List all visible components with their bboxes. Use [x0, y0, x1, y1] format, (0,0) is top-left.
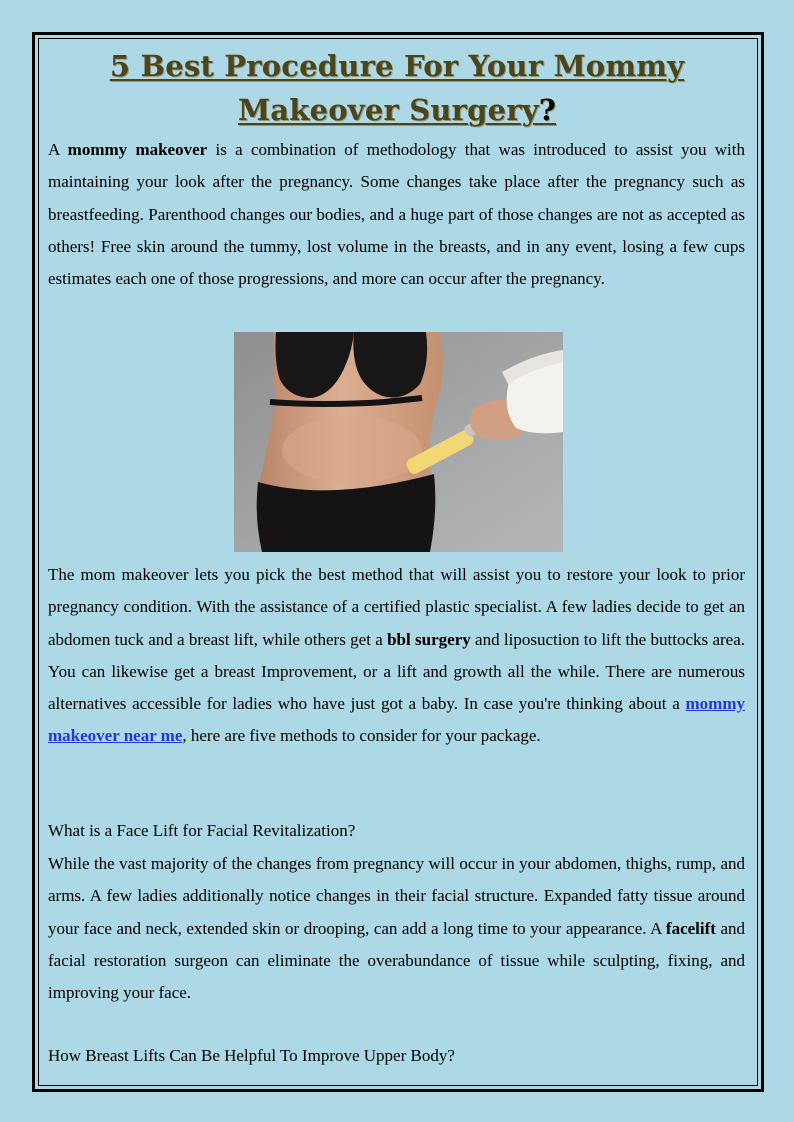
face-lift-heading: What is a Face Lift for Facial Revitalization? [48, 821, 356, 840]
intro-keyword: mommy makeover [67, 140, 208, 159]
face-lift-paragraph [48, 848, 745, 1009]
face-text-2: and facial restoration surgeon can eliminate the overabundance of tissue while sculpting, fixing, and improving your face. [48, 918, 745, 1003]
method-text-2: and liposuction to lift the buttocks area. You can likewise get a breast Improvement, or a lift and growth all the while. There are numerous alternatives accessible for ladies who have just got a baby. In case you're thinking about a [48, 629, 746, 714]
bbl-keyword: bbl surgery [387, 629, 471, 649]
face-text-1: While the vast majority of the changes from pregnancy will occur in your abdomen, thighs, rump, and arms. A few ladies additionally notice changes in their facial structure. Expanded fatty tissue around your face and neck, extended skin or drooping, can add a long time to your appearance. A [48, 854, 745, 938]
page-title-text: 5 Best Procedure For Your Mommy Makeover Surgery [109, 49, 685, 127]
photo-belly [282, 416, 422, 484]
page-title [48, 44, 746, 132]
facelift-keyword: facelift [665, 918, 716, 938]
method-text-1: The mom makeover lets you pick the best method that will assist you to restore your look to prior pregnancy condition. With the assistance of a certified plastic specialist. A few ladies decide to get an abdomen tuck and a breast lift, while others get a [48, 565, 745, 649]
intro-paragraph [48, 134, 745, 295]
intro-body: is a combination of methodology that was introduced to assist you with maintaining your look after the pregnancy. Some changes take place after the pregnancy such as breastfeeding. Parenthood changes our bodies, and a huge part of those changes are not as accepted as others! Free skin around the tummy, lost volume in the breasts, and in any event, losing a few cups estimates each one of those progressions, and more can occur after the pregnancy. [48, 140, 745, 289]
intro-lead: A [48, 140, 68, 159]
photo-illustration [234, 332, 563, 552]
breast-lift-heading: How Breast Lifts Can Be Helpful To Improve Upper Body? [48, 1046, 455, 1065]
method-text-3: , here are five methods to consider for your package. [182, 726, 541, 746]
method-paragraph [48, 559, 745, 753]
mommy-makeover-link[interactable]: mommy makeover near me [48, 694, 745, 746]
page-title-question-mark: ? [538, 93, 557, 127]
mommy-makeover-photo [234, 332, 563, 552]
